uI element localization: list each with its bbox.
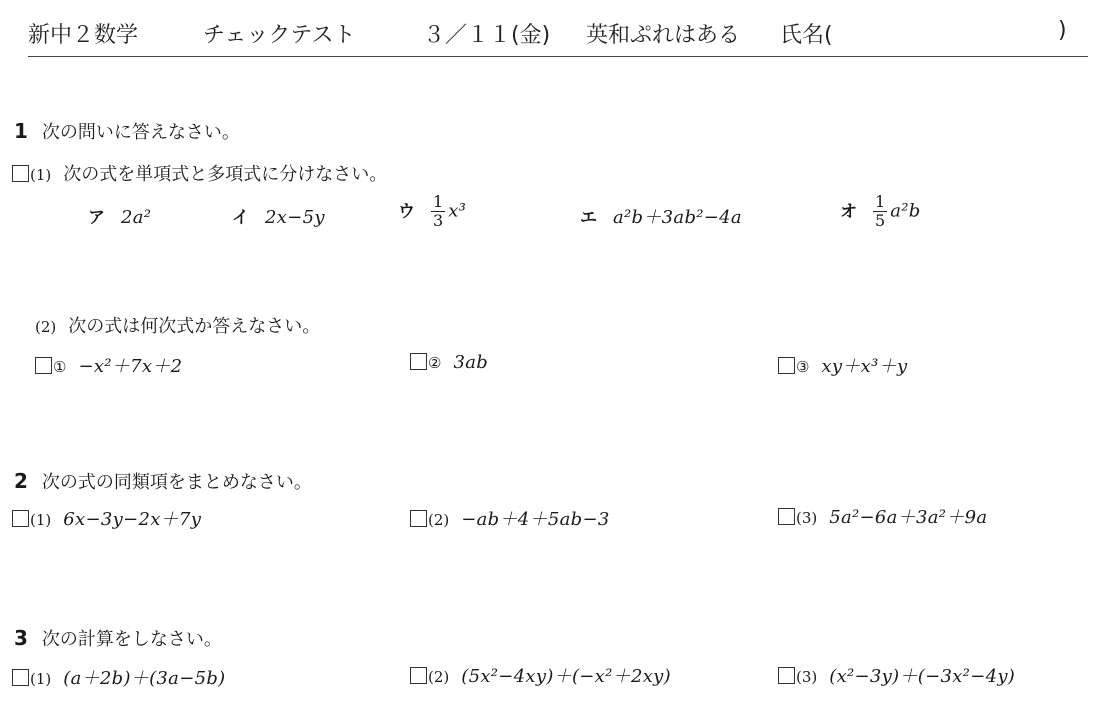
q3-item-3: (3) (x²−3y)＋(−3x²−4y) — [778, 662, 1015, 688]
name-close-paren: ) — [1058, 18, 1067, 43]
checkbox[interactable] — [410, 510, 427, 527]
option-expr: a²b — [890, 200, 921, 222]
header-rule — [28, 56, 1088, 57]
q1-option-a — [88, 203, 151, 228]
school-name: 英和ぷれはある — [586, 23, 741, 48]
q2-number: 2 — [14, 469, 28, 493]
checkbox[interactable] — [410, 353, 427, 370]
q3-item-2: (2) (5x²−4xy)＋(−x²＋2xy) — [410, 662, 671, 688]
q1-option-i — [232, 203, 325, 228]
q1-option-e — [580, 203, 742, 229]
option-expr: a²b＋3ab²−4a — [613, 207, 742, 228]
q1-p1-label: (1) — [30, 166, 52, 184]
q3-item-1: (1) (a＋2b)＋(3a−5b) — [12, 664, 226, 690]
q1-heading — [14, 118, 240, 144]
checkbox[interactable] — [35, 357, 52, 374]
q1-p2-item-3: ③ xy＋x³＋y — [778, 352, 907, 378]
option-expr: 2a² — [121, 207, 152, 228]
q1-option-u — [398, 194, 466, 229]
option-kana: エ — [580, 208, 597, 228]
q1-number: 1 — [14, 119, 28, 143]
q3-heading — [14, 625, 222, 651]
fraction: $\frac{1}{3}$ — [433, 192, 444, 230]
checkbox[interactable] — [12, 165, 29, 182]
q1-p2-item-2: ② 3ab — [410, 352, 488, 373]
q2-item-1: (1) 6x−3y−2x＋7y — [12, 505, 201, 531]
checkbox[interactable] — [778, 357, 795, 374]
checkbox[interactable] — [410, 667, 427, 684]
q1-p2-item-1: ① −x²＋7x＋2 — [35, 352, 182, 378]
name-label: 氏名( — [780, 23, 833, 48]
q3-number: 3 — [14, 626, 28, 650]
q1-p2-label: (2) — [35, 318, 57, 336]
checkbox[interactable] — [12, 510, 29, 527]
q1-p2-instruction: 次の式は何次式か答えなさい。 — [68, 316, 321, 337]
q2-heading — [14, 468, 312, 494]
fraction: $\frac{1}{5}$ — [875, 192, 886, 230]
q2-instruction: 次の式の同類項をまとめなさい。 — [41, 472, 312, 493]
q2-item-3: (3) 5a²−6a＋3a²＋9a — [778, 503, 987, 529]
q1-p1-instruction: 次の式を単項式と多項式に分けなさい。 — [63, 164, 388, 185]
course-title: 新中２数学 — [28, 23, 139, 48]
option-kana: オ — [840, 201, 857, 222]
option-kana: ア — [88, 208, 105, 228]
option-kana: ウ — [398, 201, 415, 222]
q1-p1-heading — [12, 160, 387, 186]
checkbox[interactable] — [778, 667, 795, 684]
option-expr: x³ — [448, 200, 467, 222]
q2-item-2: (2) −ab＋4＋5ab−3 — [410, 505, 610, 531]
q1-option-o — [840, 194, 921, 229]
checkbox[interactable] — [778, 508, 795, 525]
q1-instruction: 次の問いに答えなさい。 — [41, 122, 240, 143]
q3-instruction: 次の計算をしなさい。 — [41, 629, 222, 650]
checkbox[interactable] — [12, 669, 29, 686]
worksheet-header — [28, 16, 1088, 56]
option-expr: 2x−5y — [265, 207, 325, 228]
test-date: ３／１１(金) — [423, 23, 551, 48]
option-kana: イ — [232, 208, 249, 228]
q1-p2-heading — [35, 312, 320, 338]
test-name: チェックテスト — [203, 23, 356, 48]
